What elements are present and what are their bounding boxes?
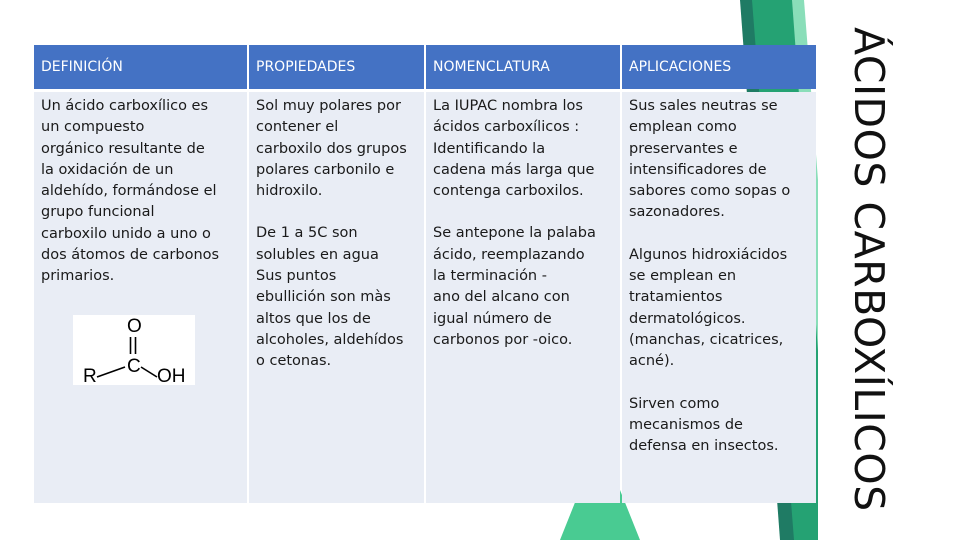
applications-text-2: Algunos hidroxiácidos se emplean en tratamientos dermatológicos. (manchas, cicatrices, acné).: [629, 246, 788, 370]
content-row: [34, 92, 816, 503]
content-table: [32, 42, 818, 506]
slide-title: ÁCIDOS CARBOXÍLICOS: [845, 26, 893, 512]
cell-definicion: [34, 92, 247, 503]
formula-group-oh: OH: [157, 365, 186, 385]
header-row: [34, 45, 816, 89]
header-nomenclatura: NOMENCLATURA: [426, 45, 620, 89]
properties-text-1: Sol muy polares por contener el carboxilo dos grupos polares carbonilo e hidroxilo.: [256, 98, 407, 200]
cell-propiedades: [249, 92, 424, 503]
carboxyl-structure-diagram: [73, 315, 195, 385]
cell-nomenclatura: [426, 92, 620, 503]
nomenclature-text-2: Se antepone la palaba ácido, reemplazando la terminación - ano del alcano con igual número de carbonos por -oico.: [433, 225, 596, 348]
properties-text-2: De 1 a 5C son solubles en agua Sus puntos ebullición son màs altos que los de alcoholes, aldehídos o cetonas.: [256, 225, 404, 370]
formula-atom-c: C: [127, 355, 141, 377]
header-propiedades: PROPIEDADES: [249, 45, 424, 89]
applications-text-3: Sirven como mecanismos de defensa en insectos.: [629, 395, 779, 455]
applications-text-1: Sus sales neutras se emplean como preservantes e intensificadores de sabores como sopas o sazonadores.: [629, 98, 791, 221]
header-aplicaciones: APLICACIONES: [622, 45, 816, 89]
cell-aplicaciones: [622, 92, 816, 503]
formula-group-r: R: [83, 365, 97, 385]
formula-atom-o: O: [127, 315, 142, 337]
nomenclature-text-1: La IUPAC nombra los ácidos carboxílicos : Identificando la cadena más larga que contenga carboxilos.: [433, 98, 595, 200]
header-definicion: DEFINICIÓN: [34, 45, 247, 89]
definition-text: Un ácido carboxílico es un compuesto orgánico resultante de la oxidación de un aldehído, formándose el grupo funcional carboxilo unido a uno o dos átomos de carbonos primarios.: [41, 98, 220, 285]
